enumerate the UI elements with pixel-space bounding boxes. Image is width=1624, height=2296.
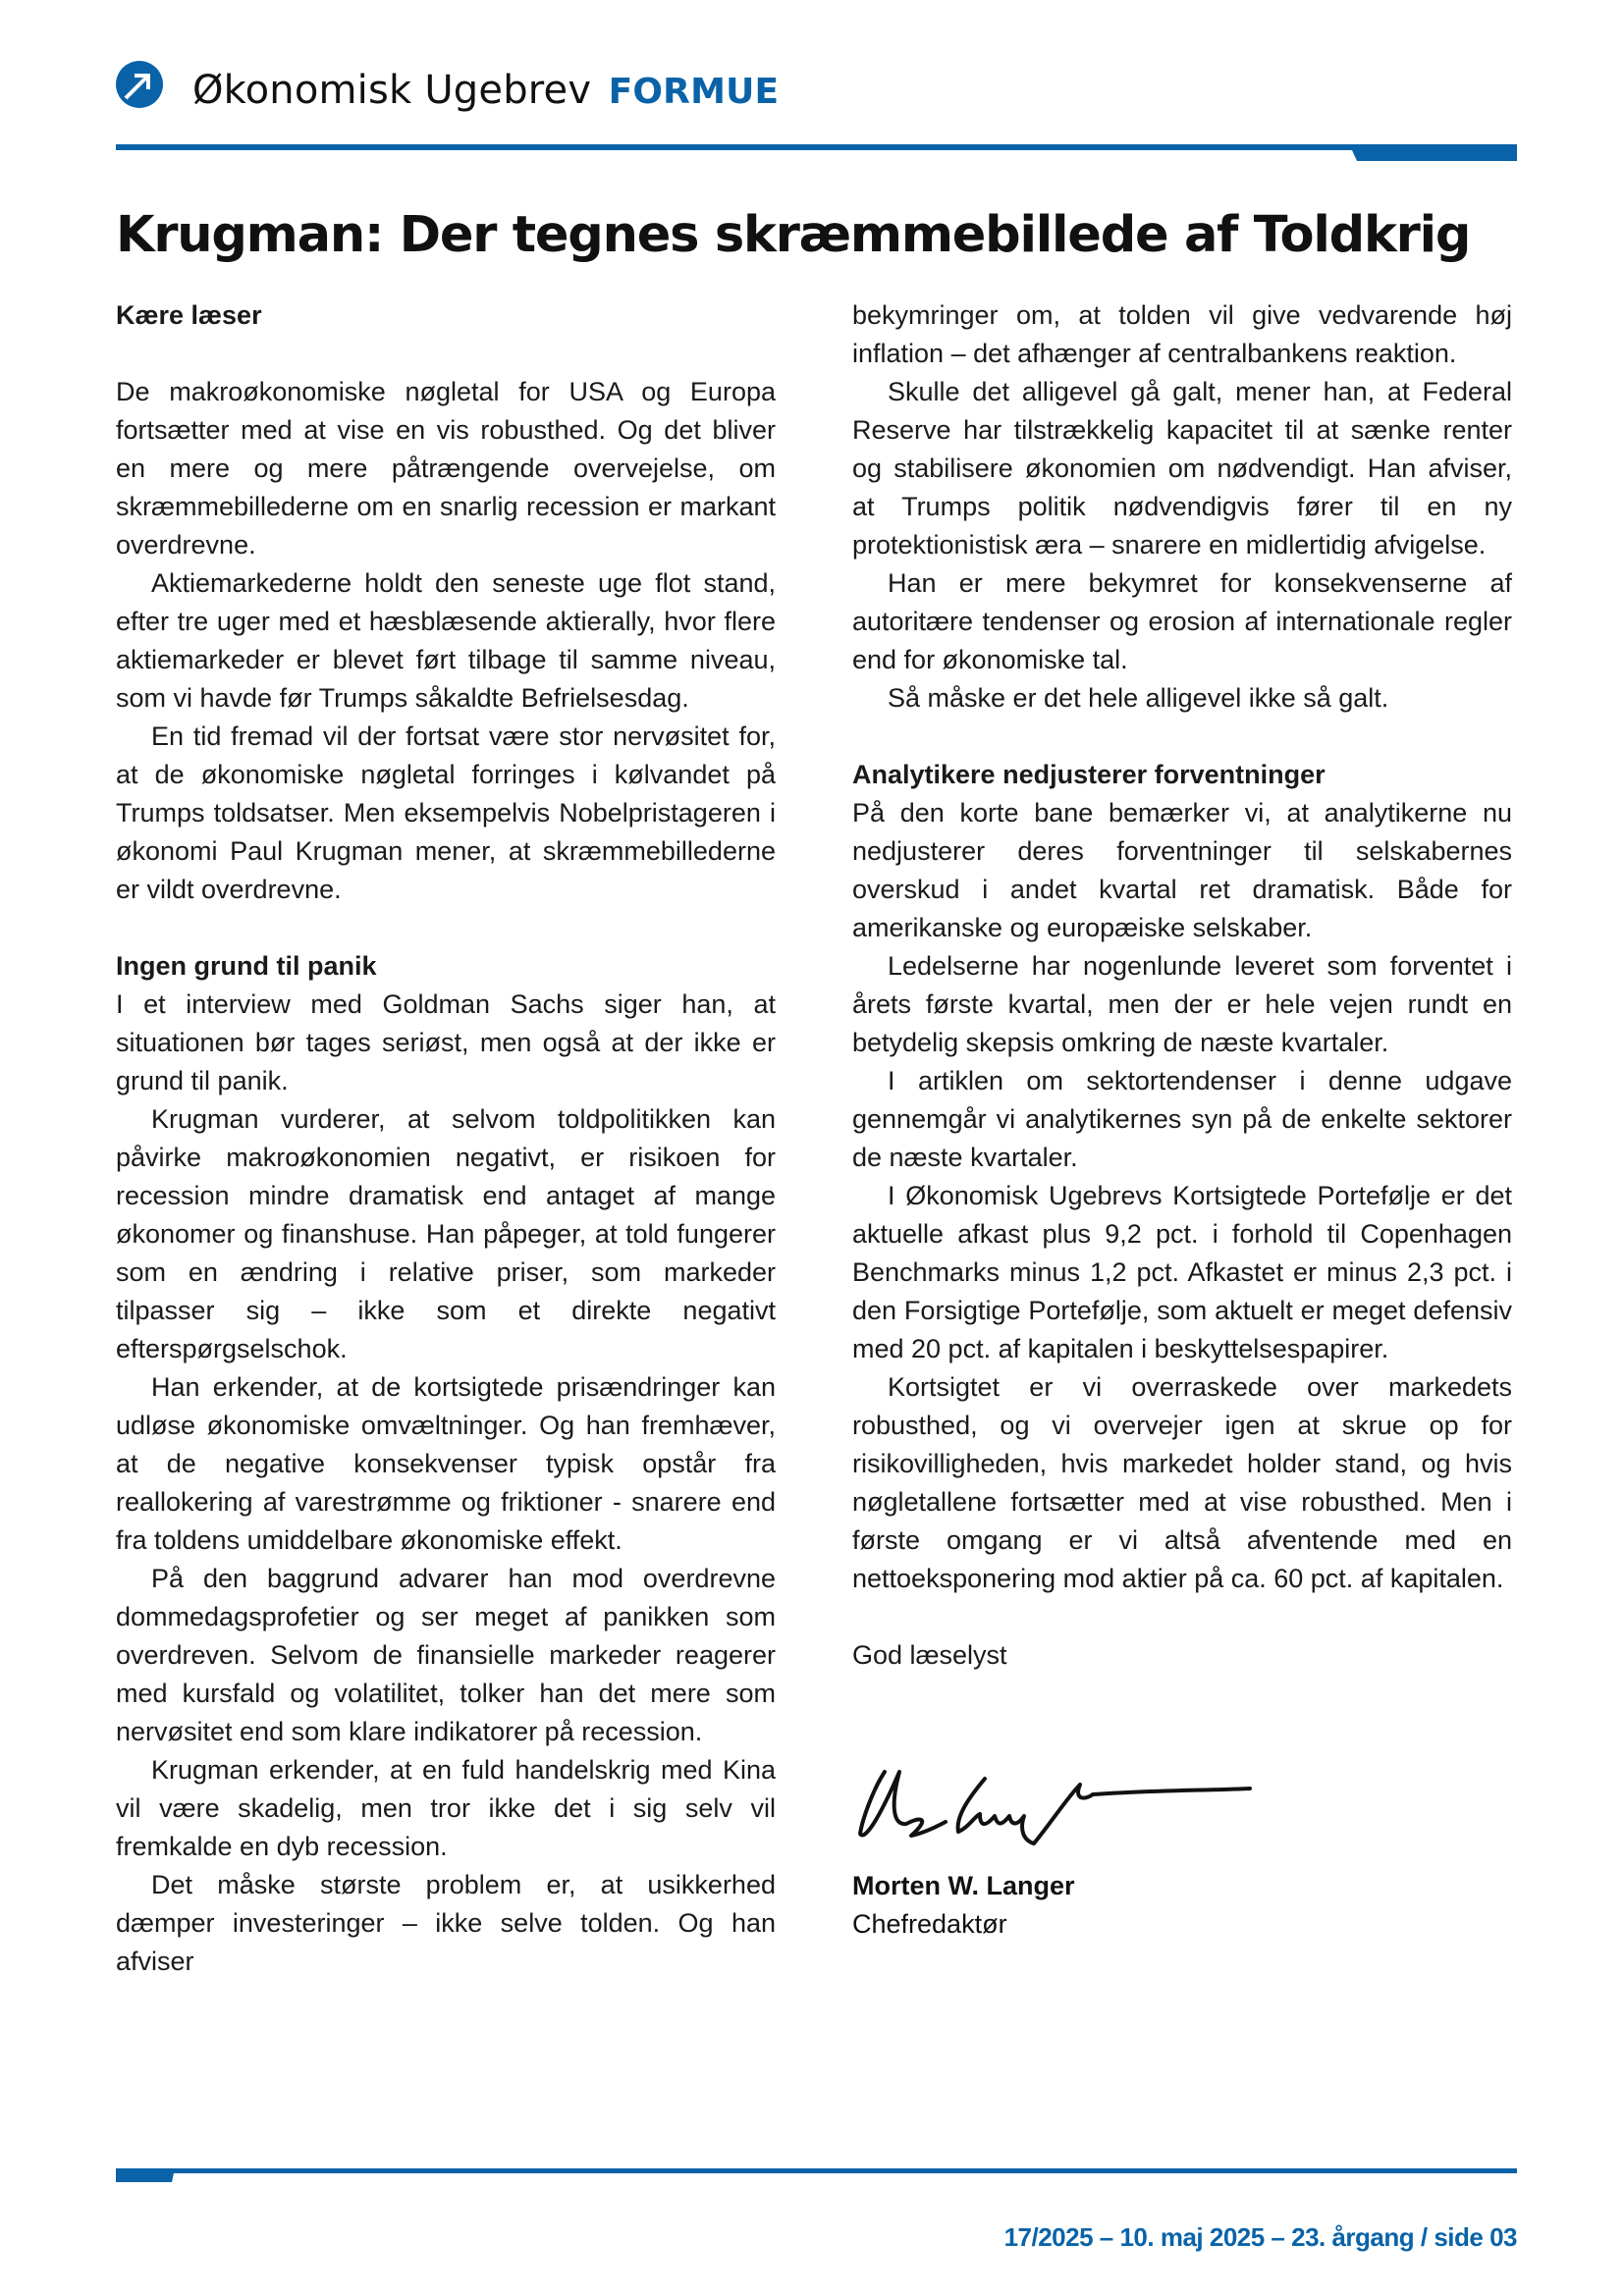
right-column [852, 296, 1512, 1675]
brand-section: FORMUE [608, 72, 780, 112]
paragraph: Krugman erkender, at en fuld handelskrig med Kina vil være skadelig, men tror ikke det i sig selv vil fremkalde en dyb recession. [116, 1755, 776, 1861]
paragraph: Han er mere bekymret for konsekvenserne af autoritære tendenser og erosion af internationale regler end for økonomiske tal. [852, 568, 1512, 674]
salutation: Kære læser [116, 300, 262, 330]
section-heading: Analytikere nedjusterer forventninger [852, 760, 1326, 789]
author-name: Morten W. Langer [852, 1871, 1075, 1900]
paragraph: På den baggrund advarer han mod overdrevne dommedagsprofetier og ser meget af panikken som overdreven. Selvom de finansielle markeder reagerer med kursfald og volatilitet, tolker han det mere som nervøsitet end som klare indikatorer på recession. [116, 1564, 776, 1746]
paragraph: Skulle det alligevel gå galt, mener han, at Federal Reserve har tilstrækkelig kapacitet til at sænke renter og stabilisere økonomien om nødvendigt. Han afviser, at Trumps politik nødvendigvis fører til en ny protektionistisk æra – snarere en midlertidig afvigelse. [852, 377, 1512, 560]
closing-line: God læselyst [852, 1640, 1007, 1670]
brand-name: Økonomisk Ugebrev [192, 68, 592, 113]
footer-rule-tab [116, 2168, 175, 2182]
arrow-up-right-circle-icon [116, 61, 163, 108]
left-column [116, 296, 776, 1981]
author-title: Chefredaktør [852, 1909, 1007, 1939]
paragraph: I Økonomisk Ugebrevs Kortsigtede Portefølje er det aktuelle afkast plus 9,2 pct. i forhold til Copenhagen Benchmarks minus 1,2 pct. Afkastet er minus 2,3 pct. i den Forsigtige Portefølje, som aktuelt er meget defensiv med 20 pct. af kapitalen i beskyttelsespapirer. [852, 1181, 1512, 1363]
footer-rule [116, 2168, 1517, 2173]
header-rule [116, 144, 1517, 150]
paragraph: Kortsigtet er vi overraskede over markedets robusthed, og vi overvejer igen at skrue op for risikovilligheden, hvis markedet holder stand, og hvis nøgletallene fortsætter med at vise robusthed. Men i første omgang er vi altså afventende med en nettoeksponering mod aktier på ca. 60 pct. af kapitalen. [852, 1372, 1512, 1593]
paragraph: De makroøkonomiske nøgletal for USA og Europa fortsætter med at vise en vis robusthed. Og det bliver en mere og mere påtrængende overvejelse, om skræmmebillederne om en snarlig recession er markant overdrevne. [116, 377, 776, 560]
publication-brand [192, 69, 779, 114]
paragraph: bekymringer om, at tolden vil give vedvarende høj inflation – det afhænger af centralbankens reaktion. [852, 300, 1512, 368]
logo-icon [116, 61, 163, 108]
paragraph: Så måske er det hele alligevel ikke så galt. [888, 683, 1389, 713]
paragraph: I et interview med Goldman Sachs siger han, at situationen bør tages seriøst, men også at der ikke er grund til panik. [116, 989, 776, 1095]
paragraph: En tid fremad vil der fortsat være stor nervøsitet for, at de økonomiske nøgletal forringes i kølvandet på Trumps toldsatser. Men eksempelvis Nobelpristageren i økonomi Paul Krugman mener, at skræmmebillederne er vildt overdrevne. [116, 721, 776, 904]
issue-info: 17/2025 – 10. maj 2025 – 23. årgang / side 03 [1003, 2222, 1517, 2252]
handwritten-signature-icon [852, 1747, 1255, 1855]
paragraph: Aktiemarkederne holdt den seneste uge flot stand, efter tre uger med et hæsblæsende aktierally, hvor flere aktiemarkeder er blevet ført tilbage til samme niveau, som vi havde før Trumps såkaldte Befrielsesdag. [116, 568, 776, 713]
paragraph: Krugman vurderer, at selvom toldpolitikken kan påvirke makroøkonomien negativt, er risikoen for recession mindre dramatisk end antaget af mange økonomer og finanshuse. Han påpeger, at told fungerer som en ændring i relative priser, som markeder tilpasser sig – ikke som et direkte negativt efterspørgselschok. [116, 1104, 776, 1363]
article-headline: Krugman: Der tegnes skræmmebillede af Toldkrig [116, 206, 1471, 264]
paragraph: På den korte bane bemærker vi, at analytikerne nu nedjusterer deres forventninger til selskabernes overskud i andet kvartal ret dramatisk. Både for amerikanske og europæiske selskaber. [852, 798, 1512, 942]
paragraph: Det måske største problem er, at usikkerhed dæmper investeringer – ikke selve tolden. Og han afviser [116, 1870, 776, 1976]
section-heading: Ingen grund til panik [116, 951, 377, 981]
header-rule-tab [1352, 144, 1517, 161]
paragraph: Han erkender, at de kortsigtede prisændringer kan udløse økonomiske omvæltninger. Og han fremhæver, at de negative konsekvenser typisk opstår fra reallokering af varestrømme og friktioner - snarere end fra toldens umiddelbare økonomiske effekt. [116, 1372, 776, 1555]
paragraph: Ledelserne har nogenlunde leveret som forventet i årets første kvartal, men der er hele vejen rundt en betydelig skepsis omkring de næste kvartaler. [852, 951, 1512, 1057]
paragraph: I artiklen om sektortendenser i denne udgave gennemgår vi analytikernes syn på de enkelte sektorer de næste kvartaler. [852, 1066, 1512, 1172]
